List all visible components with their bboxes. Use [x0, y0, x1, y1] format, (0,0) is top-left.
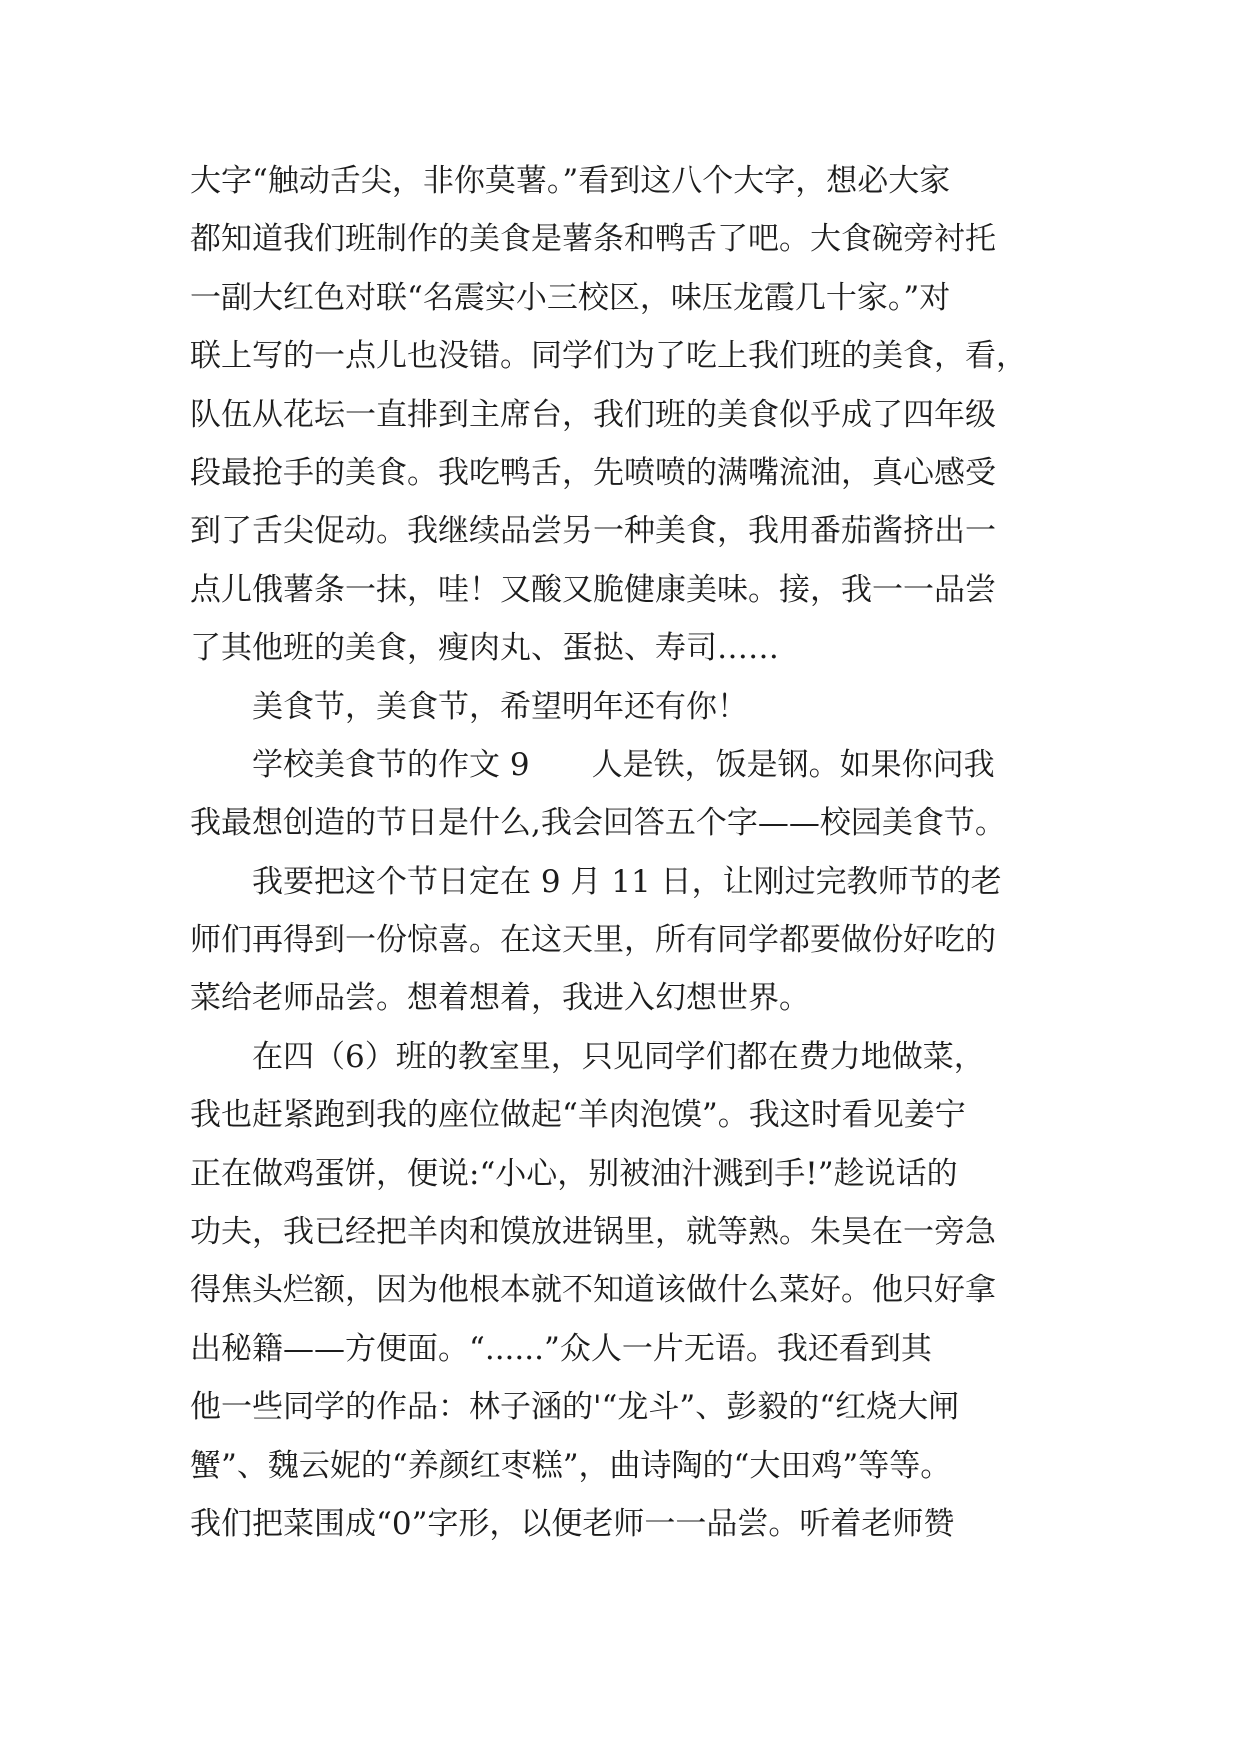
essay-heading-line: 学校美食节的作文 9 人是铁，饭是钢。如果你问我: [252, 746, 995, 783]
paragraph-start-line: 我要把这个节日定在 9 月 11 日，让刚过完教师节的老: [252, 863, 1002, 900]
text-line: 正在做鸡蛋饼，便说:“小心，别被油汁溅到手!”趁说话的: [190, 1155, 958, 1192]
text-line: 都知道我们班制作的美食是薯条和鸭舌了吧。大食碗旁衬托: [190, 221, 996, 258]
paragraph-start-line: 在四（6）班的教室里，只见同学们都在费力地做菜，: [252, 1038, 985, 1075]
text-line: 点儿俄薯条一抹，哇！又酸又脆健康美味。接，我一一品尝: [190, 571, 996, 608]
text-line: 到了舌尖促动。我继续品尝另一种美食，我用番茄酱挤出一: [190, 513, 996, 550]
text-line: 得焦头烂额，因为他根本就不知道该做什么菜好。他只好拿: [190, 1272, 996, 1309]
text-line: 他一些同学的作品：林子涵的'“龙斗”、彭毅的“红烧大闸: [190, 1389, 960, 1426]
text-line: 蟹”、魏云妮的“养颜红枣糕”，曲诗陶的“大田鸡”等等。: [190, 1447, 952, 1484]
text-line: 我也赶紧跑到我的座位做起“羊肉泡馍”。我这时看见姜宁: [190, 1097, 966, 1134]
text-line: 联上写的一点儿也没错。同学们为了吃上我们班的美食，看，: [190, 338, 1027, 375]
text-line: 我最想创造的节日是什么,我会回答五个字——校园美食节。: [190, 805, 1006, 842]
essay-body: [190, 152, 1090, 1553]
text-line: 出秘籍——方便面。“......”众人一片无语。我还看到其: [190, 1330, 932, 1367]
text-line: 段最抢手的美食。我吃鸭舌，先喷喷的满嘴流油，真心感受: [190, 454, 996, 491]
paragraph-start-line: 美食节，美食节，希望明年还有你！: [252, 688, 748, 725]
text-line: 师们再得到一份惊喜。在这天里，所有同学都要做份好吃的: [190, 922, 996, 959]
text-line: 一副大红色对联“名震实小三校区，味压龙霞几十家。”对: [190, 279, 951, 316]
text-line: 大字“触动舌尖，非你莫薯。”看到这八个大字，想必大家: [190, 163, 951, 199]
text-line: 了其他班的美食，瘦肉丸、蛋挞、寿司……: [190, 630, 779, 667]
text-line: 功夫，我已经把羊肉和馍放进锅里，就等熟。朱昊在一旁急: [190, 1214, 996, 1251]
text-line: 我们把菜围成“0”字形，以便老师一一品尝。听着老师赞: [190, 1505, 955, 1542]
text-line: 菜给老师品尝。想着想着，我进入幻想世界。: [190, 980, 810, 1017]
text-line: 队伍从花坛一直排到主席台，我们班的美食似乎成了四年级: [190, 396, 996, 433]
